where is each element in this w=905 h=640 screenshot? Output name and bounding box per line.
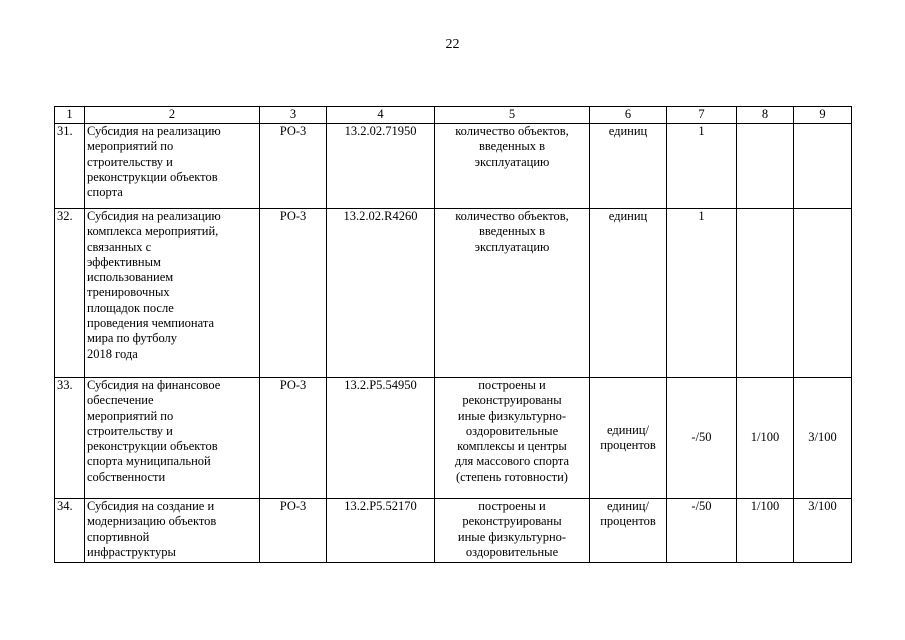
header-cell: 5 — [435, 107, 590, 124]
unit-line: единиц/ — [607, 422, 649, 437]
indicator-line: (степень готовности) — [456, 469, 568, 484]
code-cell: РО-3 — [260, 124, 327, 209]
measure-name-line: мероприятий по — [87, 408, 174, 423]
measure-name-line: комплекса мероприятий, — [87, 224, 219, 239]
indicator-line: построены и — [478, 499, 546, 513]
measure-name-line: спортивной — [87, 529, 150, 544]
measure-name — [85, 124, 260, 209]
measure-name-line: мероприятий по — [87, 139, 174, 154]
indicator-line: иные физкультурно- — [457, 529, 567, 544]
value-cell-7: 1 — [667, 124, 737, 209]
code-cell: РО-3 — [260, 378, 327, 499]
measure-name-line: Субсидия на финансовое — [87, 378, 221, 392]
measure-name-line: Субсидия на создание и — [87, 499, 215, 513]
indicators-table — [54, 106, 852, 563]
measure-name-line: модернизацию объектов — [87, 514, 217, 529]
kbk-cell: 13.2.Р5.52170 — [327, 499, 435, 563]
indicator-line: для массового спорта — [454, 454, 570, 469]
measure-name-line: строительству и — [87, 423, 173, 438]
value-cell-8 — [737, 209, 794, 378]
unit-line: процентов — [600, 514, 656, 529]
indicator-line: количество объектов, — [455, 209, 569, 223]
measure-name-line: мира по футболу — [87, 331, 178, 346]
unit-line: единиц — [608, 124, 648, 138]
unit-line: процентов — [600, 438, 656, 452]
indicator-line: реконструированы — [462, 393, 562, 408]
value-cell-7: 1 — [667, 209, 737, 378]
indicator-line: оздоровительные — [465, 423, 559, 438]
indicator-line: эксплуатацию — [474, 154, 550, 169]
unit-line: единиц — [608, 209, 648, 223]
kbk-cell: 13.2.02.R4260 — [327, 209, 435, 378]
indicator-line: комплексы и центры — [457, 439, 567, 454]
value-cell-8: 1/100 — [737, 499, 794, 563]
table-row — [55, 124, 852, 209]
measure-name — [85, 378, 260, 499]
measure-name-line: реконструкции объектов — [87, 439, 218, 454]
value-cell-7: -/50 — [667, 499, 737, 563]
unit-cell — [590, 499, 667, 563]
measure-name — [85, 499, 260, 563]
unit-cell — [590, 209, 667, 378]
row-number: 31. — [55, 124, 85, 209]
table-row — [55, 209, 852, 378]
header-cell: 8 — [737, 107, 794, 124]
value-cell-9 — [794, 124, 852, 209]
indicator-line: оздоровительные — [465, 544, 559, 559]
table-row — [55, 378, 852, 499]
header-cell: 7 — [667, 107, 737, 124]
table-row — [55, 499, 852, 563]
indicator-cell — [435, 378, 590, 499]
measure-name-line: обеспечение — [87, 393, 154, 408]
header-cell: 9 — [794, 107, 852, 124]
measure-name — [85, 209, 260, 378]
header-row — [55, 107, 852, 124]
page-number: 22 — [445, 37, 460, 52]
code-cell: РО-3 — [260, 209, 327, 378]
measure-name-line: инфраструктуры — [87, 544, 176, 559]
measure-name-line: тренировочных — [87, 285, 170, 300]
unit-cell — [590, 124, 667, 209]
row-number: 34. — [55, 499, 85, 563]
indicator-cell — [435, 499, 590, 563]
indicator-line: построены и — [478, 378, 546, 392]
indicator-line: введенных в — [478, 224, 546, 239]
measure-name-line: 2018 года — [87, 346, 138, 361]
measure-name-line: спорта — [87, 185, 123, 200]
header-cell: 4 — [327, 107, 435, 124]
indicator-line: иные физкультурно- — [457, 408, 567, 423]
unit-line: единиц/ — [607, 499, 649, 513]
header-cell: 2 — [85, 107, 260, 124]
kbk-cell: 13.2.Р5.54950 — [327, 378, 435, 499]
measure-name-line: использованием — [87, 270, 174, 285]
value-cell-8 — [737, 124, 794, 209]
header-cell: 1 — [55, 107, 85, 124]
indicator-line: эксплуатацию — [474, 239, 550, 254]
indicator-cell — [435, 209, 590, 378]
unit-cell — [590, 378, 667, 499]
indicator-line: реконструированы — [462, 514, 562, 529]
value-cell-9 — [794, 209, 852, 378]
measure-name-line: связанных с — [87, 239, 152, 254]
measure-name-line: собственности — [87, 469, 166, 484]
measure-name-line: эффективным — [87, 254, 161, 269]
value-cell-9: 3/100 — [794, 378, 852, 499]
measure-name-line: площадок после — [87, 300, 174, 315]
row-number: 33. — [55, 378, 85, 499]
code-cell: РО-3 — [260, 499, 327, 563]
indicator-line: введенных в — [478, 139, 546, 154]
value-cell-7: -/50 — [667, 378, 737, 499]
header-cell: 6 — [590, 107, 667, 124]
value-cell-9: 3/100 — [794, 499, 852, 563]
value-cell-8: 1/100 — [737, 378, 794, 499]
measure-name-line: реконструкции объектов — [87, 169, 218, 184]
measure-name-line: Субсидия на реализацию — [87, 209, 221, 223]
measure-name-line: строительству и — [87, 154, 173, 169]
indicator-cell — [435, 124, 590, 209]
indicator-line: количество объектов, — [455, 124, 569, 138]
row-number: 32. — [55, 209, 85, 378]
kbk-cell: 13.2.02.71950 — [327, 124, 435, 209]
measure-name-line: Субсидия на реализацию — [87, 124, 221, 138]
header-cell: 3 — [260, 107, 327, 124]
measure-name-line: спорта муниципальной — [87, 454, 211, 469]
measure-name-line: проведения чемпионата — [87, 316, 215, 331]
